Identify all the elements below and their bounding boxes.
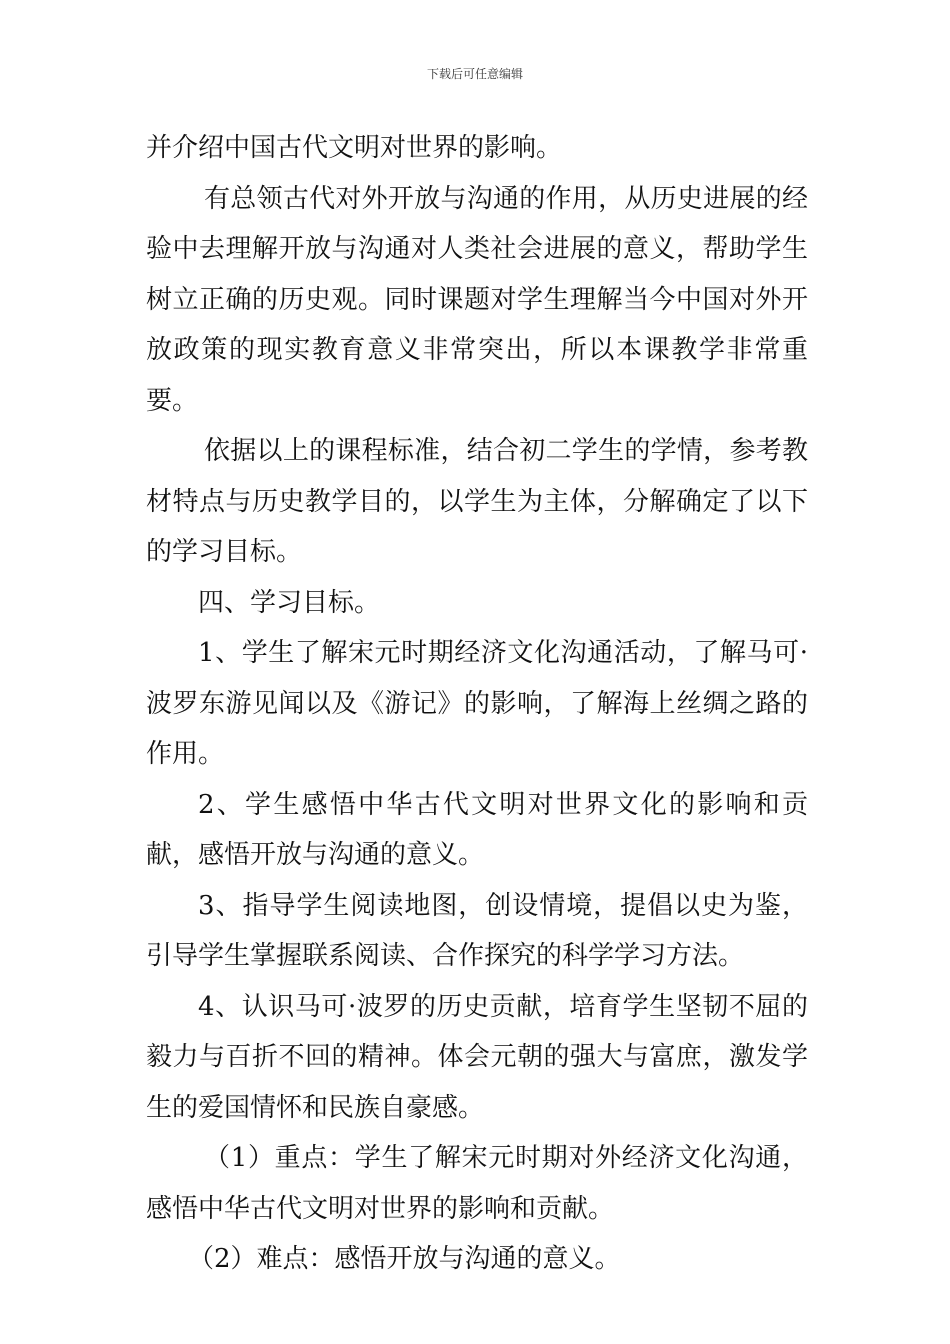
- paragraph-basis: 依据以上的课程标准，结合初二学生的学情，参考教材特点与历史教学目的，以学生为主体，分解确定了以下的学习目标。: [146, 436, 808, 567]
- objective-item-1: 1、学生了解宋元时期经济文化沟通活动，了解马可·波罗东游见闻以及《游记》的影响，了解海上丝绸之路的作用。: [146, 638, 808, 769]
- objective-item-4: 4、认识马可·波罗的历史贡献，培育学生坚韧不屈的毅力与百折不回的精神。体会元朝的强大与富庶，激发学生的爱国情怀和民族自豪感。: [146, 991, 808, 1123]
- objective-item-2: 2、学生感悟中华古代文明对世界文化的影响和贡献，感悟开放与沟通的意义。: [146, 789, 808, 870]
- difficult-point: （2）难点：感悟开放与沟通的意义。: [188, 1244, 621, 1274]
- paragraph-continuation: 并介绍中国古代文明对世界的影响。: [146, 133, 563, 163]
- paragraph-significance: 有总领古代对外开放与沟通的作用，从历史进展的经验中去理解开放与沟通对人类社会进展的意义，帮助学生树立正确的历史观。同时课题对学生理解当今中国对外开放政策的现实教育意义非常突出，所以本课教学非常重要。: [146, 183, 808, 416]
- section-heading-objectives: 四、学习目标。: [198, 587, 381, 618]
- document-body: [146, 123, 808, 1285]
- page-header: 下载后可任意编辑: [426, 67, 523, 81]
- objective-item-3: 3、指导学生阅读地图，创设情境，提倡以史为鉴，引导学生掌握联系阅读、合作探究的科学学习方法。: [146, 890, 808, 971]
- key-point: （1）重点：学生了解宋元时期对外经济文化沟通，感悟中华古代文明对世界的影响和贡献。: [146, 1143, 808, 1224]
